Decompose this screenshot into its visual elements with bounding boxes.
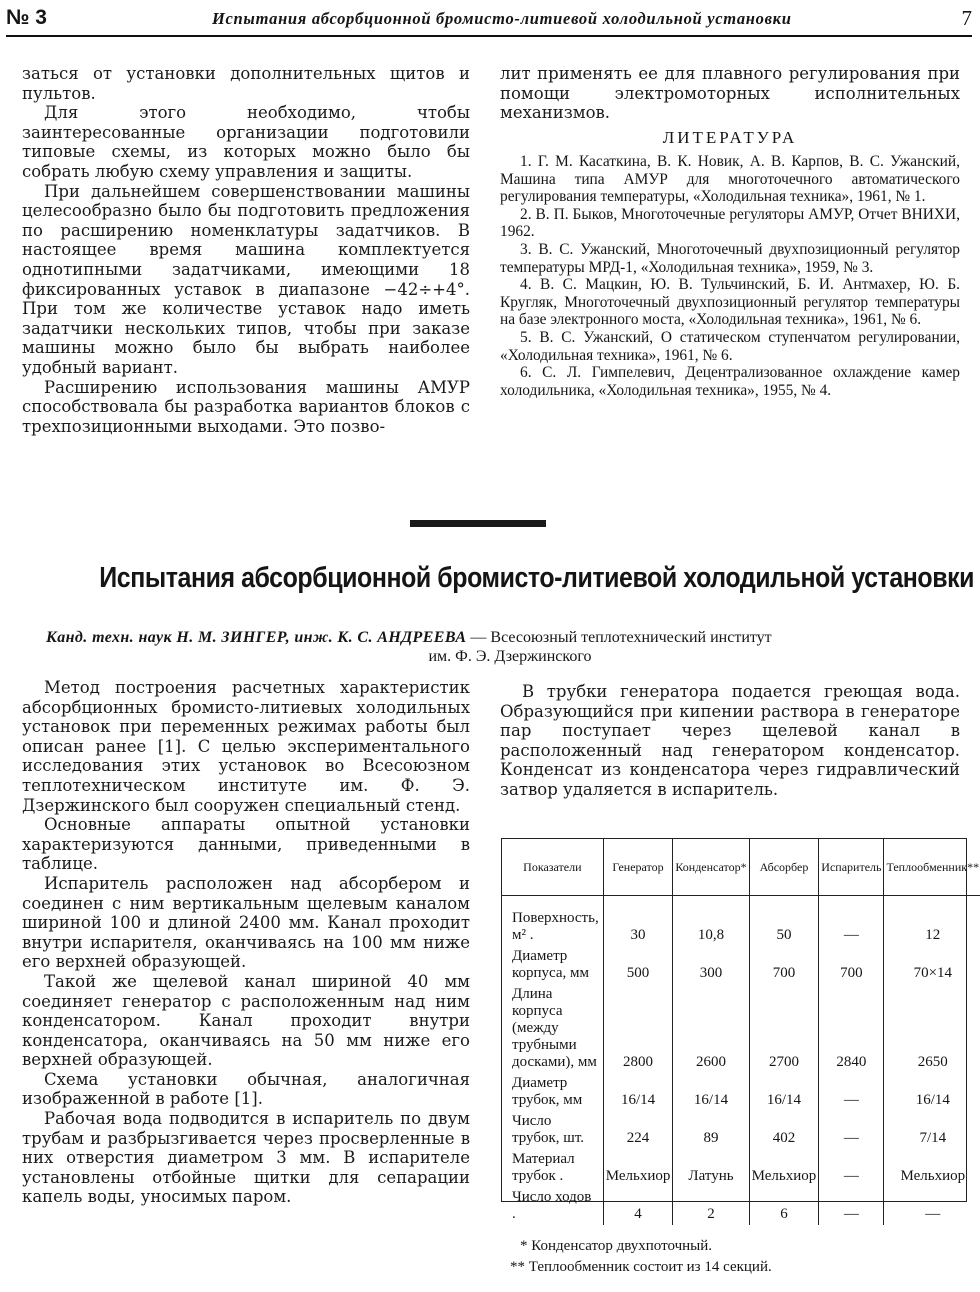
table-cell: 50 <box>749 908 819 946</box>
table-cell: — <box>819 1187 884 1225</box>
table-row <box>502 984 980 1073</box>
table-cell: 224 <box>603 1111 673 1149</box>
literature-heading: ЛИТЕРАТУРА <box>662 128 798 147</box>
table-cell: 6 <box>749 1187 819 1225</box>
reference-list <box>500 153 960 399</box>
paragraph: заться от установки дополнительных щитов и пультов. <box>22 64 470 103</box>
table-cell: — <box>819 1149 884 1187</box>
table-cell: 2 <box>673 1187 749 1225</box>
top-right-column <box>500 64 960 123</box>
table-footnotes <box>510 1236 950 1278</box>
column-header: Показатели <box>502 839 603 896</box>
issue-number: № 3 <box>6 6 47 29</box>
reference-item: 2. В. П. Быков, Многоточечные регуляторы АМУР, Отчет ВНИХИ, 1962. <box>500 205 960 241</box>
table-cell: Мельхиор <box>884 1149 980 1187</box>
article-left-column <box>22 678 470 1207</box>
table-row <box>502 1149 980 1187</box>
table-cell: 700 <box>749 946 819 984</box>
reference-item: 6. С. Л. Гимпелевич, Децентрализованное охлаждение камер холодильника, «Холодильная техника», 1955, № 4. <box>500 364 960 399</box>
table-cell: 700 <box>819 946 884 984</box>
header-rule <box>6 35 972 37</box>
top-left-column <box>22 64 470 436</box>
article-byline <box>40 628 940 666</box>
table-cell: 402 <box>749 1111 819 1149</box>
table-cell: Материал трубок . <box>512 1151 575 1184</box>
paragraph: лит применять ее для плавного регулирования при помощи электромоторных исполнительных механизмов. <box>500 64 960 123</box>
table-header-row <box>502 839 980 896</box>
table-cell: 12 <box>884 908 980 946</box>
table-cell: 7/14 <box>884 1111 980 1149</box>
table-cell: Мельхиор <box>749 1149 819 1187</box>
paragraph: Расширению использования машины АМУР способствовала бы разработка вариантов блоков с трехпозиционными выходами. Это позво- <box>22 377 470 436</box>
table-cell: Мельхиор <box>603 1149 673 1187</box>
paragraph: Рабочая вода подводится в испаритель по двум трубам и разбрызгивается через просверленные в них отверстия диаметром 3 мм. В испарителе установлены отбойные щитки для сепарации капель воды, уносимых паром. <box>22 1109 470 1207</box>
table-cell: — <box>819 908 884 946</box>
footnote: * Конденсатор двухпоточный. <box>520 1238 712 1254</box>
table-row <box>502 1111 980 1149</box>
column-header: Абсорбер <box>749 839 819 896</box>
table-cell: Диаметр трубок, мм <box>512 1075 583 1108</box>
paragraph: Метод построения расчетных характеристик абсорбционных бромисто-литиевых холодильных установок при переменных режимах работы был описан ранее [1]. С целью экспериментального исследования этих установок во Всесоюзном теплотехническом институте им. Ф. Э. Дзержинского был сооружен специальный стенд. <box>22 678 470 815</box>
running-title: Испытания абсорбционной бромисто-литиевой холодильной установки <box>212 9 792 28</box>
authors: Канд. техн. наук Н. М. ЗИНГЕР, инж. К. С. АНДРЕЕВА <box>46 629 467 646</box>
table-cell: 16/14 <box>884 1073 980 1111</box>
table-cell: — <box>819 1073 884 1111</box>
table-cell: 70×14 <box>884 946 980 984</box>
paragraph: Для этого необходимо, чтобы заинтересованные организации подготовили типовые схемы, из которых можно было бы собрать любую схему управления и защиты. <box>22 103 470 181</box>
column-header: Генератор <box>603 839 673 896</box>
reference-item: 3. В. С. Ужанский, Многоточечный двухпозиционный регулятор температуры МРД-1, «Холодильная техника», 1959, № 3. <box>500 240 960 276</box>
article-title: Испытания абсорбционной бромисто-литиевой холодильной установки <box>99 562 975 594</box>
table-row <box>502 1073 980 1111</box>
table-cell: 10,8 <box>673 908 749 946</box>
table-cell: — <box>884 1187 980 1225</box>
paragraph: Такой же щелевой канал шириной 40 мм соединяет генератор с расположенным над ним конденсатором. Канал проходит внутри конденсатора, оканчиваясь на 50 мм ниже его верхней образующей. <box>22 971 470 1070</box>
table-cell: 89 <box>673 1111 749 1149</box>
equipment-table <box>501 838 980 1222</box>
table-cell: 500 <box>603 946 673 984</box>
table-cell: Число ходов . <box>512 1189 592 1222</box>
column-header: Конденсатор* <box>673 839 749 896</box>
table-cell: 300 <box>673 946 749 984</box>
table-cell: Диаметр корпуса, мм <box>512 948 590 981</box>
table-cell: Латунь <box>673 1149 749 1187</box>
reference-item: 1. Г. М. Касаткина, В. К. Новик, А. В. Карпов, В. С. Ужанский, Машина типа АМУР для многоточечного автоматического регулирования температуры, «Холодильная техника», 1961, № 1. <box>500 153 960 206</box>
page-number: 7 <box>961 6 972 30</box>
table-cell: — <box>819 1111 884 1149</box>
paragraph: В трубки генератора подается греющая вода. Образующийся при кипении раствора в генераторе пар поступает через щелевой канал в расположенный над генератором конденсатор. Конденсат из конденсатора через гидравлический затвор удаляется в испаритель. <box>500 682 960 799</box>
table-cell: 2650 <box>884 984 980 1073</box>
article-right-column <box>500 682 960 800</box>
paragraph: При дальнейшем совершенствовании машины целесообразно было бы подготовить предложения по расширению номенклатуры задатчиков. В настоящее время машина комплектуется однотипными задатчиками, имеющими 18 фиксированных уставок в диапазоне −42÷+4°. При том же количестве уставок надо иметь задатчики нескольких типов, чтобы при заказе машины можно было бы выбрать наиболее удобный вариант. <box>22 181 470 377</box>
table-cell: 2700 <box>749 984 819 1073</box>
section-divider <box>410 520 546 527</box>
table-cell: 16/14 <box>749 1073 819 1111</box>
table-row <box>502 946 980 984</box>
table-cell: 2600 <box>673 984 749 1073</box>
column-header: Испаритель <box>819 839 884 896</box>
paragraph: Схема установки обычная, аналогичная изображенной в работе [1]. <box>22 1069 470 1109</box>
affiliation-line-2: им. Ф. Э. Дзержинского <box>428 648 592 665</box>
table-cell: Поверхность, м² . <box>512 910 599 943</box>
reference-item: 4. В. С. Мацкин, Ю. В. Тульчинский, Б. И. Антмахер, Ю. Б. Кругляк, Многоточечный двухпозиционный регулятор температуры на базе электронного моста, «Холодильная техника», 1961, № 6. <box>500 276 960 329</box>
reference-item: 5. В. С. Ужанский, О статическом ступенчатом регулировании, «Холодильная техника», 1961, № 6. <box>500 328 960 364</box>
table-cell: 16/14 <box>603 1073 673 1111</box>
table-cell: 4 <box>603 1187 673 1225</box>
table-row <box>502 1187 980 1225</box>
footnote: ** Теплообменник состоит из 14 секций. <box>510 1259 772 1275</box>
table-row <box>502 908 980 946</box>
column-header: Теплообменник** <box>884 839 980 896</box>
paragraph: Испаритель расположен над абсорбером и соединен с ним вертикальным щелевым каналом шириной 100 и длиной 2400 мм. Канал проходит внутри испарителя, оканчиваясь на 100 мм ниже его верхней образующей. <box>22 873 470 972</box>
table-cell: 30 <box>603 908 673 946</box>
table-cell: 2840 <box>819 984 884 1073</box>
table-cell: 16/14 <box>673 1073 749 1111</box>
affiliation: — Всесоюзный теплотехнический институт <box>470 629 772 646</box>
table-cell: Длина корпуса (между трубными досками), мм <box>512 986 597 1070</box>
table-cell: 2800 <box>603 984 673 1073</box>
table-cell: Число трубок, шт. <box>512 1113 584 1146</box>
paragraph: Основные аппараты опытной установки характеризуются данными, приведенными в таблице. <box>22 815 470 874</box>
